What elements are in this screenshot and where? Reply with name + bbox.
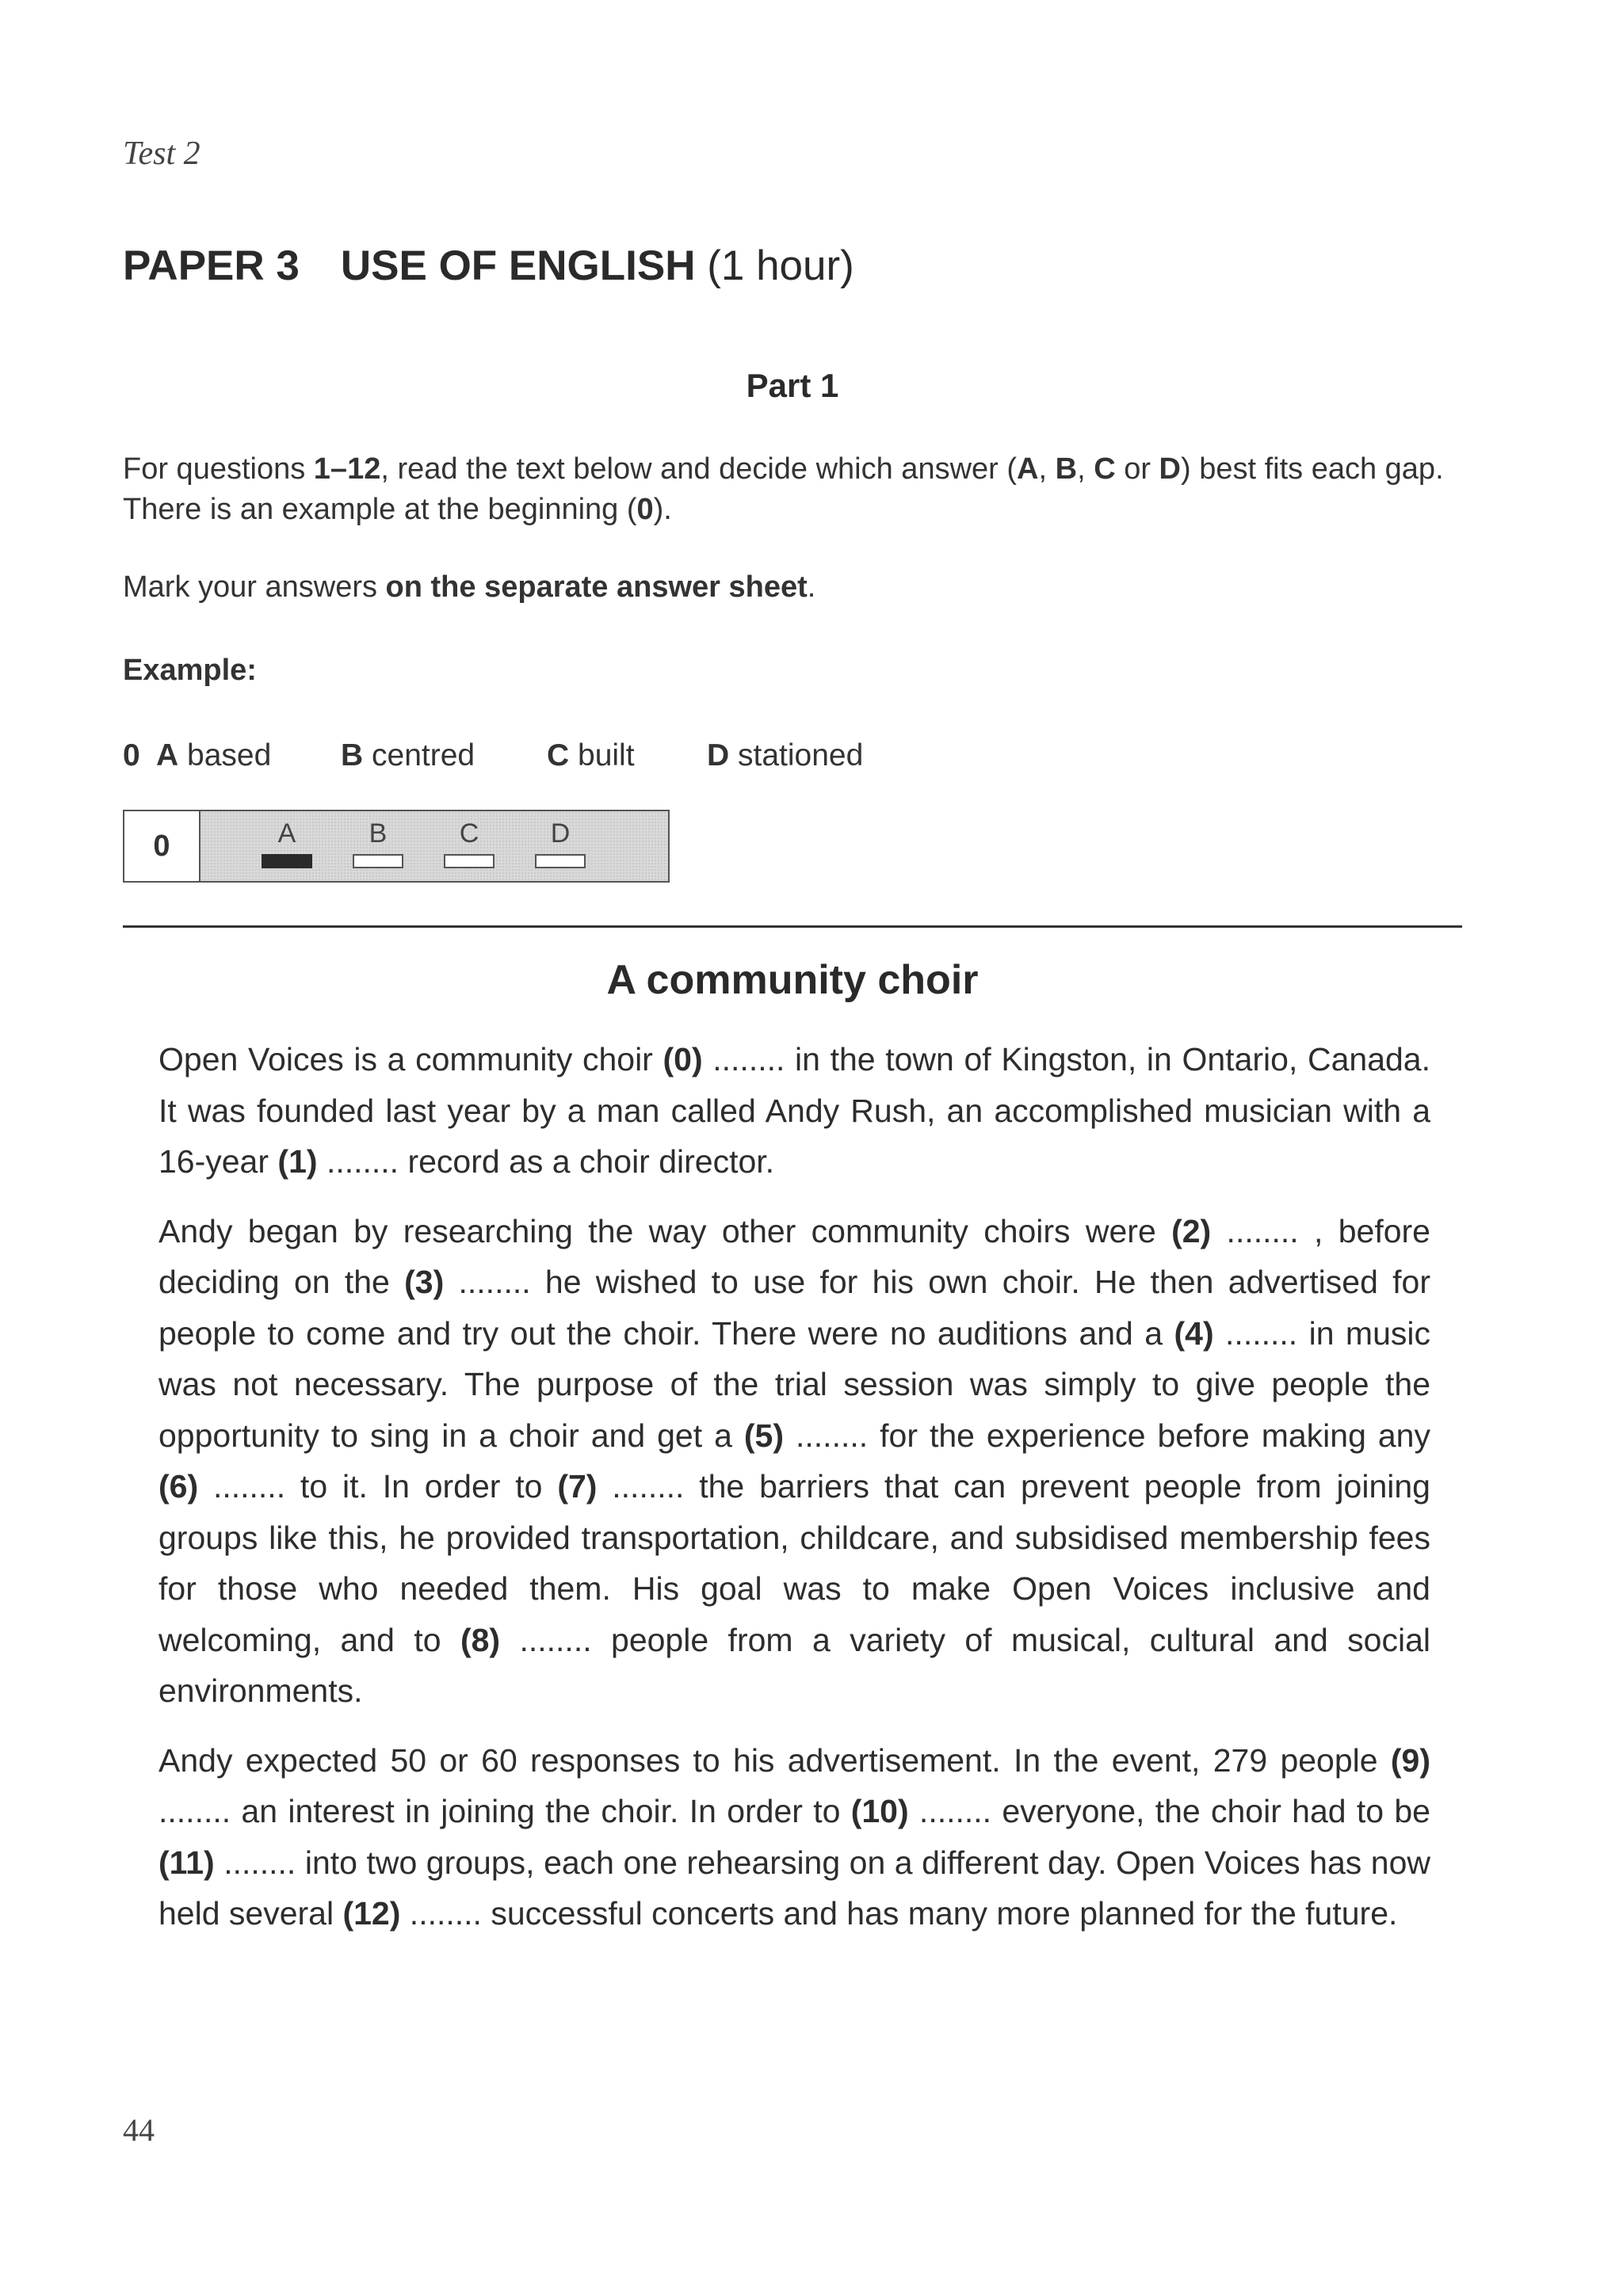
bubble-d-mark [535,854,586,868]
paragraph-2: Andy began by researching the way other community choirs were (2) ........ , before deciding on the (3) ........ he wished to use for his own choir. He then advertised for people to come and try out the choir. There were no auditions and a (4) ........ in music was not necessary. The purpose of the trial session was simply to give people the opportunity to sing in a choir and get a (5) ........ for the experience before making any (6) ........ to it. In order to (7) ........ the barriers that can prevent people from joining groups like this, he provided transportation, childcare, and subsidised membership fees for those who needed them. His goal was to make Open Voices inclusive and welcoming, and to (8) ........ people from a variety of musical, cultural and social environments. [158,1212,1430,1709]
mark-instructions: Mark your answers on the separate answer sheet. [123,570,816,604]
bubble-b-mark [353,854,403,868]
answer-bubble-a: A [259,818,315,868]
example-answer-box [123,810,670,883]
page-number: 44 [123,2112,155,2148]
example-label: Example: [123,654,257,687]
test-label: Test 2 [123,135,200,172]
example-number: 0 [123,738,140,772]
paper-duration: (1 hour) [707,242,854,289]
answer-bubble-d: D [533,818,588,868]
paragraph-3: Andy expected 50 or 60 responses to his advertisement. In the event, 279 people (9) ........ an interest in joining the choir. In order to (10) ........ everyone, the choir had to be (11) ........ into two groups, each one rehearsing on a different day. Open Voices has now held several (12) ........ successful concerts and has many more planned for the future. [158,1741,1430,1932]
passage [158,1034,1430,1958]
answer-bubble-c: C [441,818,497,868]
part-label: Part 1 [746,367,839,404]
section-divider [123,925,1462,928]
answer-bubble-b: B [350,818,406,868]
example-option-d: D stationed [707,738,864,772]
bubble-c-mark [444,854,495,868]
text-title: A community choir [606,957,979,1003]
example-option-b: B centred [341,738,475,772]
example-option-a: A based [156,738,272,772]
paper-name: USE OF ENGLISH [340,242,696,289]
answer-box-number: 0 [124,811,200,881]
paper-number: PAPER 3 [123,242,300,289]
bubble-a-mark [262,854,312,868]
instructions: For questions 1–12, read the text below and decide which answer (A, B, C or D) best fits each gap. There is an example at the beginning (0). [123,452,1444,526]
paper-title [123,242,854,290]
example-option-c: C built [547,738,635,772]
paragraph-1: Open Voices is a community choir (0) ........ in the town of Kingston, in Ontario, Canada. It was founded last year by a man called Andy Rush, an accomplished musician with a 16-year (1) ........ record as a choir director. [158,1041,1430,1180]
